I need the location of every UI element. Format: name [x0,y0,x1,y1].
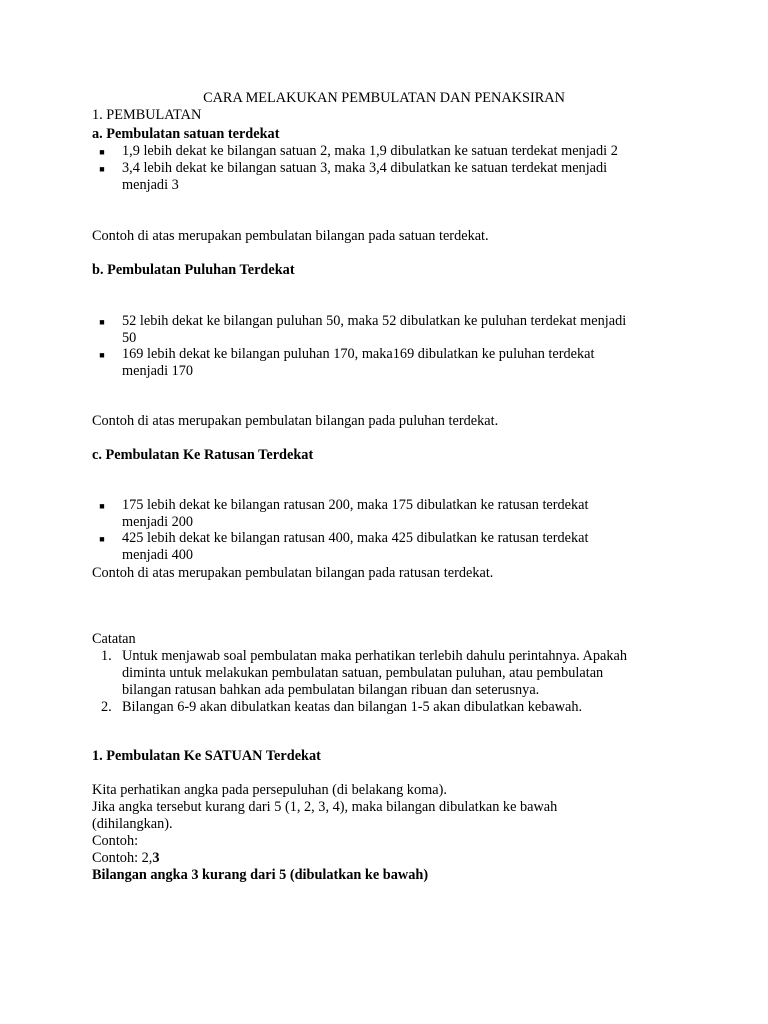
list-item: 169 lebih dekat ke bilangan puluhan 170, maka169 dibulatkan ke puluhan terdekat [122,346,595,362]
list-item: 1,9 lebih dekat ke bilangan satuan 2, maka 1,9 dibulatkan ke satuan terdekat menjadi 2 [122,143,618,159]
list-item: Untuk menjawab soal pembulatan maka perhatikan terlebih dahulu perintahnya. Apakah [122,648,627,664]
list-item-continuation: diminta untuk melakukan pembulatan satuan, pembulatan puluhan, atau pembulatan [122,665,604,681]
bullet-icon: ■ [99,534,105,544]
note-a: Contoh di atas merupakan pembulatan bilangan pada satuan terdekat. [92,228,489,244]
contoh-example [92,850,160,867]
bold-conclusion: Bilangan angka 3 kurang dari 5 (dibulatkan ke bawah) [92,867,429,883]
subheading-satuan: 1. Pembulatan Ke SATUAN Terdekat [92,748,321,764]
subheading-a: a. Pembulatan satuan terdekat [92,126,280,142]
list-item-continuation: bilangan ratusan bahkan ada pembulatan bilangan ribuan dan seterusnya. [122,682,540,698]
contoh-example-prefix: Contoh: 2, [92,850,153,866]
list-item: Bilangan 6-9 akan dibulatkan keatas dan bilangan 1-5 akan dibulatkan kebawah. [122,699,583,715]
paragraph: Jika angka tersebut kurang dari 5 (1, 2, 3, 4), maka bilangan dibulatkan ke bawah [92,799,558,815]
catatan-heading: Catatan [92,631,136,647]
document-title: CARA MELAKUKAN PEMBULATAN DAN PENAKSIRAN [203,90,565,106]
bullet-icon: ■ [99,317,105,327]
list-item-continuation: menjadi 170 [122,363,194,379]
section-heading-pembulatan: 1. PEMBULATAN [92,107,202,123]
paragraph-continuation: (dihilangkan). [92,816,173,832]
bullet-icon: ■ [99,164,105,174]
contoh-example-digit: 3 [152,850,160,866]
list-item-continuation: menjadi 400 [122,547,194,563]
note-b: Contoh di atas merupakan pembulatan bilangan pada puluhan terdekat. [92,413,499,429]
list-item: 52 lebih dekat ke bilangan puluhan 50, maka 52 dibulatkan ke puluhan terdekat menjadi [122,313,627,329]
bullet-icon: ■ [99,147,105,157]
list-item: 425 lebih dekat ke bilangan ratusan 400, maka 425 dibulatkan ke ratusan terdekat [122,530,589,546]
paragraph: Kita perhatikan angka pada persepuluhan (di belakang koma). [92,782,447,798]
list-item: 175 lebih dekat ke bilangan ratusan 200, maka 175 dibulatkan ke ratusan terdekat [122,497,589,513]
list-item: 3,4 lebih dekat ke bilangan satuan 3, maka 3,4 dibulatkan ke satuan terdekat menjadi [122,160,608,176]
contoh-label: Contoh: [92,833,139,849]
subheading-b: b. Pembulatan Puluhan Terdekat [92,262,295,278]
list-item-continuation: menjadi 3 [122,177,179,193]
bullet-icon: ■ [99,501,105,511]
note-c: Contoh di atas merupakan pembulatan bilangan pada ratusan terdekat. [92,565,494,581]
list-number: 2. [101,699,112,715]
subheading-c: c. Pembulatan Ke Ratusan Terdekat [92,447,314,463]
bullet-icon: ■ [99,350,105,360]
list-item-continuation: 50 [122,330,137,346]
list-number: 1. [101,648,112,664]
list-item-continuation: menjadi 200 [122,514,194,530]
